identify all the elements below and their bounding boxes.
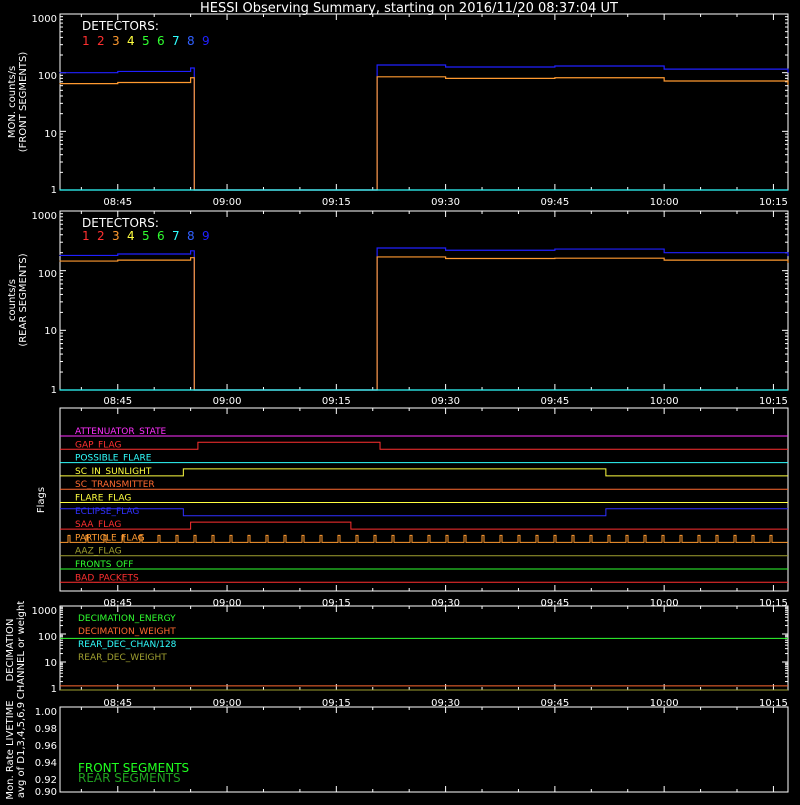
x-tick-label: 10:15 [759, 598, 788, 609]
livetime-legend-label: REAR SEGMENTS [78, 771, 181, 785]
detector-number-5: 5 [142, 34, 150, 48]
x-tick-label: 10:00 [649, 197, 679, 208]
detector-number-4: 4 [127, 229, 135, 243]
flag-label: SC_IN_SUNLIGHT [75, 466, 152, 477]
flag-label: AAZ_FLAG [75, 546, 122, 557]
flags-y-axis-label: Flags [36, 486, 47, 514]
x-tick-label: 08:45 [103, 598, 133, 609]
rear-ytick-label: 1000 [31, 211, 57, 222]
decimation-y-axis-label-line1: DECIMATION [5, 618, 16, 682]
detector-number-7: 7 [172, 229, 180, 243]
front-detectors-heading: DETECTORS: [82, 19, 159, 33]
livetime-ytick-label: 0.98 [34, 724, 57, 735]
rear-y-axis-label-line1: counts/s [7, 278, 18, 322]
decimation-legend-label: DECIMATION_ENERGY [78, 614, 176, 624]
x-tick-label: 09:15 [321, 396, 351, 407]
flag-label: BAD_PACKETS [75, 573, 139, 584]
detector-number-5: 5 [142, 229, 150, 243]
x-tick-label: 09:45 [540, 598, 570, 609]
flag-label: ECLIPSE_FLAG [75, 506, 140, 517]
livetime-ytick-label: 0.92 [34, 775, 57, 786]
decimation-ytick-label: 10 [44, 658, 57, 669]
x-tick-label: 10:00 [649, 396, 679, 407]
detector-number-1: 1 [82, 229, 90, 243]
detector-number-3: 3 [112, 34, 120, 48]
x-tick-label: 10:15 [759, 396, 788, 407]
x-tick-label: 08:45 [103, 197, 133, 208]
front-y-axis-label-line2: (FRONT SEGMENTS) [18, 51, 29, 153]
livetime-ytick-label: 0.96 [34, 741, 57, 752]
detector-number-9: 9 [202, 34, 210, 48]
x-tick-label: 09:45 [540, 197, 570, 208]
detector-number-4: 4 [127, 34, 135, 48]
x-tick-label: 09:00 [212, 598, 242, 609]
front-ytick-label: 100 [37, 71, 57, 82]
x-tick-label: 09:15 [321, 698, 351, 709]
flag-label: SAA_FLAG [75, 520, 122, 531]
x-tick-label: 09:30 [431, 698, 461, 709]
front-detector-numbers [82, 34, 210, 48]
detector-number-8: 8 [187, 34, 195, 48]
chart-title: HESSI Observing Summary, starting on 2016/11/20 08:37:04 UT [200, 1, 618, 16]
decimation-ytick-label: 1 [50, 684, 57, 695]
rear-detector-numbers [82, 229, 210, 243]
detector-number-2: 2 [97, 34, 105, 48]
flag-label: FRONTS_OFF [75, 560, 134, 570]
decimation-ytick-label: 1000 [31, 606, 57, 617]
front-ytick-label: 1 [50, 185, 57, 196]
x-tick-label: 09:30 [431, 197, 461, 208]
x-tick-label: 08:45 [103, 396, 133, 407]
x-tick-label: 10:15 [759, 698, 788, 709]
decimation-legend-label: DECIMATION_WEIGHT [78, 627, 176, 637]
livetime-legend-layer [78, 761, 189, 785]
detector-number-1: 1 [82, 34, 90, 48]
detector-number-6: 6 [157, 229, 165, 243]
front-ytick-label: 10 [44, 129, 57, 140]
flag-label: POSSIBLE_FLARE [75, 453, 152, 464]
x-tick-label: 10:15 [759, 197, 788, 208]
detector-number-2: 2 [97, 229, 105, 243]
front-ytick-label: 1000 [31, 14, 57, 25]
detector-number-6: 6 [157, 34, 165, 48]
rear-detectors-heading: DETECTORS: [82, 216, 159, 230]
detector-number-3: 3 [112, 229, 120, 243]
x-tick-label: 10:00 [649, 598, 679, 609]
detector-number-9: 9 [202, 229, 210, 243]
flag-label: GAP_FLAG [75, 440, 122, 451]
rear-ytick-label: 1 [50, 385, 57, 396]
x-tick-label: 09:30 [431, 598, 461, 609]
x-tick-label: 09:30 [431, 396, 461, 407]
livetime-legend-label: FRONT SEGMENTS [78, 761, 190, 775]
x-tick-label: 09:00 [212, 396, 242, 407]
livetime-ytick-label: 0.90 [34, 787, 57, 798]
flag-label: FLARE_FLAG [75, 493, 132, 504]
livetime-ytick-label: 0.94 [34, 758, 57, 769]
detector-number-8: 8 [187, 229, 195, 243]
rear-ytick-label: 10 [44, 326, 57, 337]
flag-label: ATTENUATOR_STATE [75, 427, 167, 437]
front-y-axis-label-line1: MON. counts/s [7, 65, 18, 139]
x-tick-label: 09:45 [540, 698, 570, 709]
livetime-y-axis-label-line1: Mon. Rate LIVETIME [5, 700, 16, 800]
decimation-ytick-label: 100 [37, 632, 57, 643]
x-tick-label: 09:15 [321, 197, 351, 208]
x-tick-label: 08:45 [103, 698, 133, 709]
x-tick-label: 09:00 [212, 197, 242, 208]
flag-label: PARTICLE_FLAG [75, 533, 145, 544]
decimation-legend-label: REAR_DEC_WEIGHT [78, 653, 167, 663]
rear-ytick-label: 100 [37, 269, 57, 280]
x-tick-label: 09:00 [212, 698, 242, 709]
flag-label: SC_TRANSMITTER [75, 480, 155, 491]
decimation-y-axis-label-line2: CHANNEL or weight [16, 600, 27, 700]
x-tick-label: 09:45 [540, 396, 570, 407]
decimation-legend-label: REAR_DEC_CHAN/128 [78, 640, 177, 650]
x-tick-label: 09:15 [321, 598, 351, 609]
x-tick-label: 10:00 [649, 698, 679, 709]
livetime-ytick-label: 1.00 [34, 707, 57, 718]
rear-y-axis-label-line2: (REAR SEGMENTS) [18, 253, 29, 347]
livetime-y-axis-label-line2: avg of D1,3,4,5,6,9 [16, 701, 27, 799]
detector-number-7: 7 [172, 34, 180, 48]
